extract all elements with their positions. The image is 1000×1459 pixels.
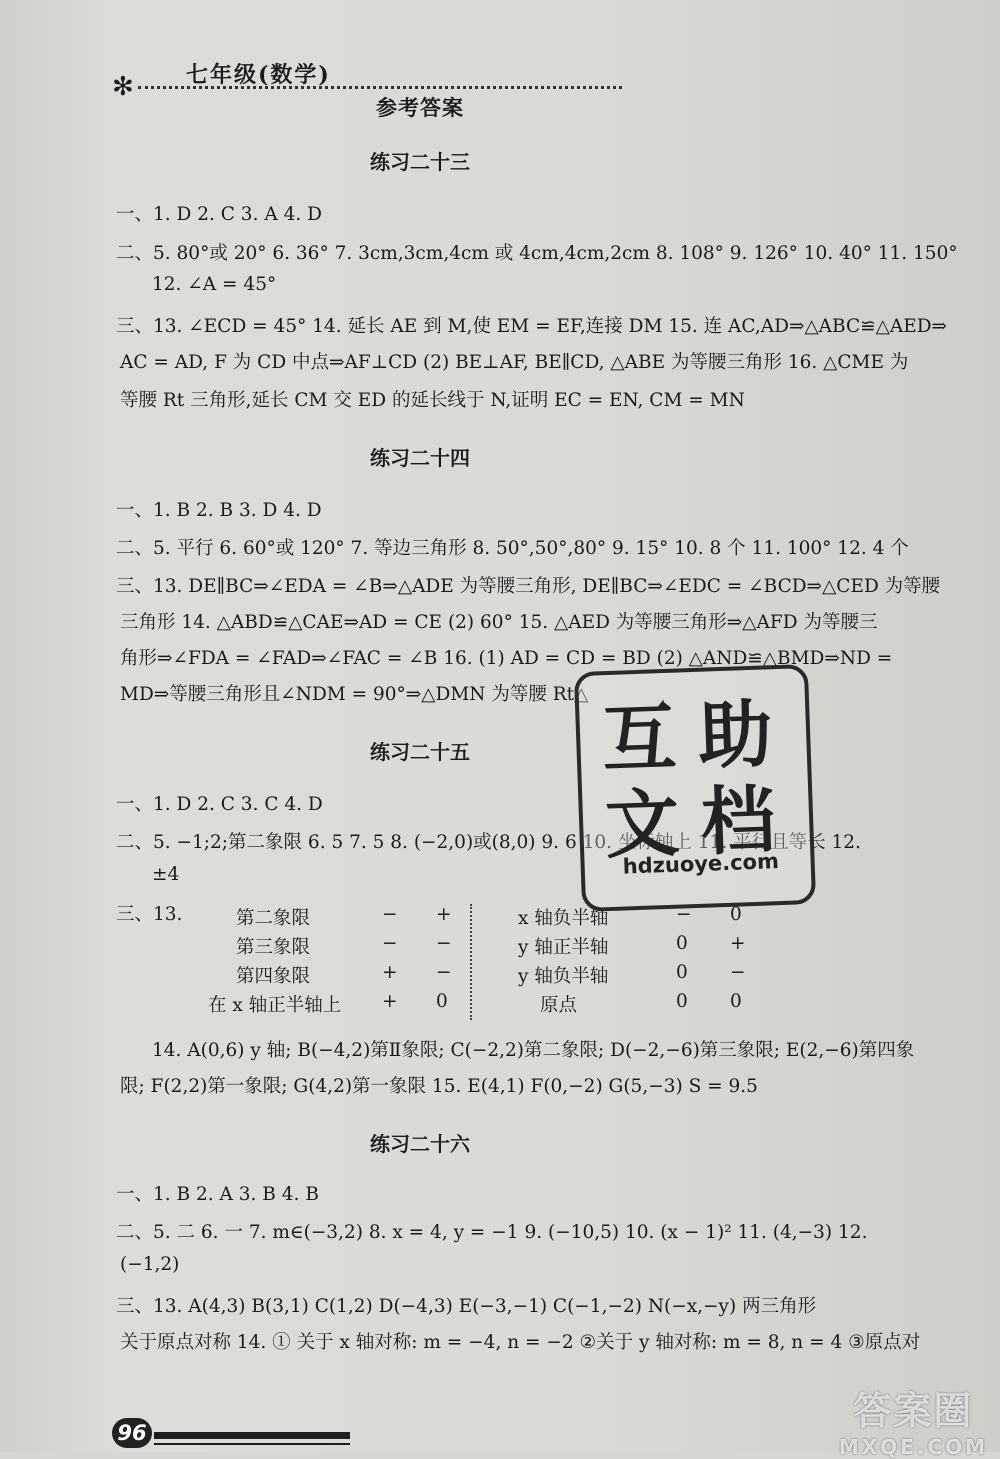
table-cell: − [676,904,692,925]
table-cell: 0 [676,991,688,1012]
hdzuoye-stamp [574,664,816,912]
answer-line: 三、13. A(4,3) B(3,1) C(1,2) D(−4,3) E(−3,−1) C(−1,−2) N(−x,−y) 两三角形 [116,1296,817,1317]
quadrant-sign-table [116,900,836,1020]
answer-line: 二、5. −1;2;第二象限 6. 5 7. 5 8. (−2,0)或(8,0) 9. 6 10. 坐标轴上 11. 平行且等长 12. [116,832,861,853]
stamp-char: 档 [699,777,777,866]
watermark-url: MXQE.COM [838,1435,988,1459]
table-cell: + [436,904,452,925]
table-cell: y 轴负半轴 [518,966,609,987]
answer-line: 三、13. DE∥BC⇒∠EDA = ∠B⇒△ADE 为等腰三角形, DE∥BC⇒∠EDC = ∠BCD⇒△CED 为等腰 [116,576,941,597]
table-cell: 原点 [540,995,578,1016]
answer-line: 等腰 Rt 三角形,延长 CM 交 ED 的延长线于 N,证明 EC = EN, CM = MN [120,390,745,411]
table-cell: + [730,933,746,954]
stamp-char: 互 [600,694,678,784]
answer-line: 二、5. 80°或 20° 6. 36° 7. 3cm,3cm,4cm 或 4cm,4cm,2cm 8. 108° 9. 126° 10. 40° 11. 150° [116,243,958,264]
table-row [116,962,836,991]
answer-line: 二、5. 平行 6. 60°或 120° 7. 等边三角形 8. 50°,50°,80° 9. 15° 10. 8 个 11. 100° 12. 4 个 [116,538,909,559]
table-cell: y 轴正半轴 [518,937,609,958]
table-cell: 0 [436,991,448,1012]
table-cell: 第二象限 [236,908,311,929]
answer-line: 三、13. ∠ECD = 45° 14. 延长 AE 到 M,使 EM = EF,连接 DM 15. 连 AC,AD⇒△ABC≌△AED⇒ [116,316,948,337]
table-cell: 第四象限 [236,966,311,987]
stamp-char: 助 [696,691,774,780]
answer-line: ±4 [152,864,180,885]
table-cell: − [436,962,452,983]
table-row [116,933,836,962]
corner-watermark [839,1380,988,1459]
table-cell: − [382,933,398,954]
header-dotted-rule [138,86,622,89]
table-cell: − [730,962,746,983]
answer-line: 二、5. 二 6. 一 7. m∈(−3,2) 8. x = 4, y = −1 9. (−10,5) 10. (x − 1)² 11. (4,−3) 12. [116,1222,868,1243]
answer-line: MD⇒等腰三角形且∠NDM = 90°⇒△DMN 为等腰 Rt△ [120,684,589,705]
table-cell: 0 [676,933,688,954]
table-cell: 第三象限 [236,937,311,958]
page-title: 参考答案 [376,95,464,120]
answer-line: 一、1. B 2. B 3. D 4. D [116,500,322,521]
table-cell: 在 x 轴正半轴上 [208,995,342,1016]
footer-rule [154,1432,350,1439]
table-cell: − [382,904,398,925]
answer-line: 关于原点对称 14. ① 关于 x 轴对称: m = −4, n = −2 ②关于 y 轴对称: m = 8, n = 4 ③原点对 [120,1332,921,1353]
answer-line: 三角形 14. △ABD≌△CAE⇒AD = CE (2) 60° 15. △AED 为等腰三角形⇒△AFD 为等腰三 [120,612,878,633]
table-cell: 0 [730,991,742,1012]
table-row [116,991,836,1020]
table-cell: x 轴负半轴 [518,908,609,929]
answer-line: 限; F(2,2)第一象限; G(4,2)第一象限 15. E(4,1) F(0,−2) G(5,−3) S = 9.5 [120,1076,758,1097]
section-title-26: 练习二十六 [370,1132,470,1156]
page-number: 96 [112,1418,152,1448]
table-cell: + [382,962,398,983]
grade-subject-label: 七年级(数学) [186,62,331,88]
answer-line: (−1,2) [120,1254,180,1275]
stamp-char: 文 [603,780,681,870]
star-icon: ✻ [112,72,134,102]
table-cell: + [382,991,398,1012]
answer-line: 一、1. D 2. C 3. C 4. D [116,794,323,815]
table-cell: 0 [730,904,742,925]
table-cell: 0 [676,962,688,983]
answer-line: AC = AD, F 为 CD 中点⇒AF⊥CD (2) BE⊥AF, BE∥CD, △ABE 为等腰三角形 16. △CME 为 [120,352,909,373]
watermark-main: 答案圈 [853,1389,974,1433]
answer-line: 12. ∠A = 45° [152,274,277,295]
table-label: 三、13. [116,904,183,925]
section-title-25: 练习二十五 [370,740,470,764]
table-row [116,904,836,933]
answer-line: 角形⇒∠FDA = ∠FAD⇒∠FAC = ∠B 16. (1) AD = CD = BD (2) △AND≌△BMD⇒ND = [120,648,893,669]
section-title-23: 练习二十三 [370,150,470,174]
stamp-url: hdzuoye.com [622,849,780,879]
answer-line: 一、1. B 2. A 3. B 4. B [116,1184,319,1205]
section-title-24: 练习二十四 [370,446,470,470]
answer-line: 一、1. D 2. C 3. A 4. D [116,204,322,225]
table-cell: − [436,933,452,954]
answer-line: 14. A(0,6) y 轴; B(−4,2)第Ⅱ象限; C(−2,2)第二象限; D(−2,−6)第三象限; E(2,−6)第四象 [152,1040,915,1061]
footer-rule-thin [154,1443,350,1445]
